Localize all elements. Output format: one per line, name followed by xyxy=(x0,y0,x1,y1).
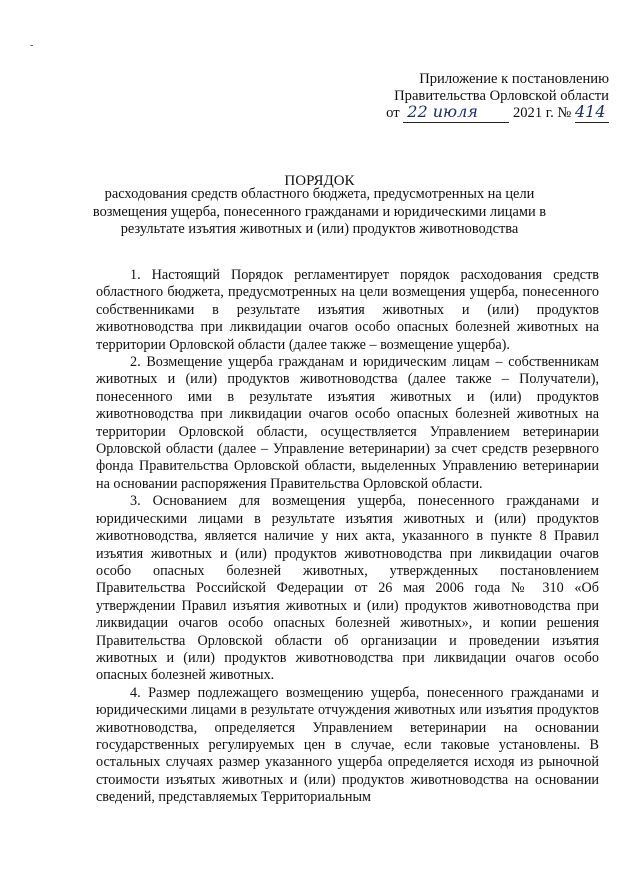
appendix-year: 2021 г. № xyxy=(512,105,572,121)
corner-mark: - xyxy=(30,40,34,51)
appendix-line-2: Правительства Орловской области xyxy=(394,87,609,104)
document-subtitle: расходования средств областного бюджета, предусмотренных на цели возмещения ущерба, понесенного гражданами и юридическими лицами в результате изъятия животных и (или) продуктов животноводства xyxy=(92,186,547,237)
number-field xyxy=(575,104,609,123)
appendix-date-prefix: от xyxy=(386,105,400,121)
handwritten-date: 22 июля xyxy=(407,102,478,121)
document-title: ПОРЯДОК xyxy=(284,173,355,189)
appendix-line-1: Приложение к постановлению xyxy=(419,71,609,87)
date-field xyxy=(403,104,509,123)
appendix-line-3 xyxy=(369,104,609,123)
paragraph-4: 4. Размер подлежащего возмещению ущерба, понесенного гражданами и юридическими лицами в результате отчуждения животных или изъятия продуктов животноводства, определяется Управлением ветеринарии на основании государственных регулируемых цен в случае, если таковые установлены. В остальных случаях размер указанного ущерба определяется исходя из рыночной стоимости изъятых животных и (или) продуктов животноводства на основании сведений, представляемых Территориальным xyxy=(96,684,599,806)
paragraph-2: 2. Возмещение ущерба гражданам и юридическим лицам – собственникам животных и (или) продуктов животноводства (далее также – Получатели), понесенного ими в результате изъятия животных и (или) продуктов животноводства при ликвидации очагов особо опасных болезней животных на территории Орловской области, осуществляется Управлением ветеринарии Орловской области (далее – Управление ветеринарии) за счет средств резервного фонда Правительства Орловской области, выделенных Управлению ветеринарии на основании распоряжения Правительства Орловской области. xyxy=(96,354,599,492)
paragraph-1: 1. Настоящий Порядок регламентирует порядок расходования средств областного бюджета, предусмотренных на цели возмещения ущерба, понесенного собственниками в результате изъятия животных и (или) продуктов животноводства при ликвидации очагов особо опасных болезней животных на территории Орловской области (далее также – возмещение ущерба). xyxy=(96,267,599,353)
paragraph-3: 3. Основанием для возмещения ущерба, понесенного гражданами и юридическими лицами в результате изъятия животных и (или) продуктов животноводства, является наличие у них акта, указанного в пункте 8 Правил изъятия животных и (или) продуктов животноводства при ликвидации очагов особо опасных болезней животных, утвержденных постановлением Правительства Российской Федерации от 26 мая 2006 года № 310 «Об утверждении Правил изъятия животных и (или) продуктов животноводства при ликвидации очагов особо опасных болезней животных», и копии решения Правительства Орловской области об организации и проведении изъятия животных и (или) продуктов животноводства при ликвидации очагов особо опасных болезней животных. xyxy=(96,493,599,684)
document-body xyxy=(96,267,599,807)
appendix-block xyxy=(369,71,609,123)
handwritten-number: 414 xyxy=(575,102,606,121)
